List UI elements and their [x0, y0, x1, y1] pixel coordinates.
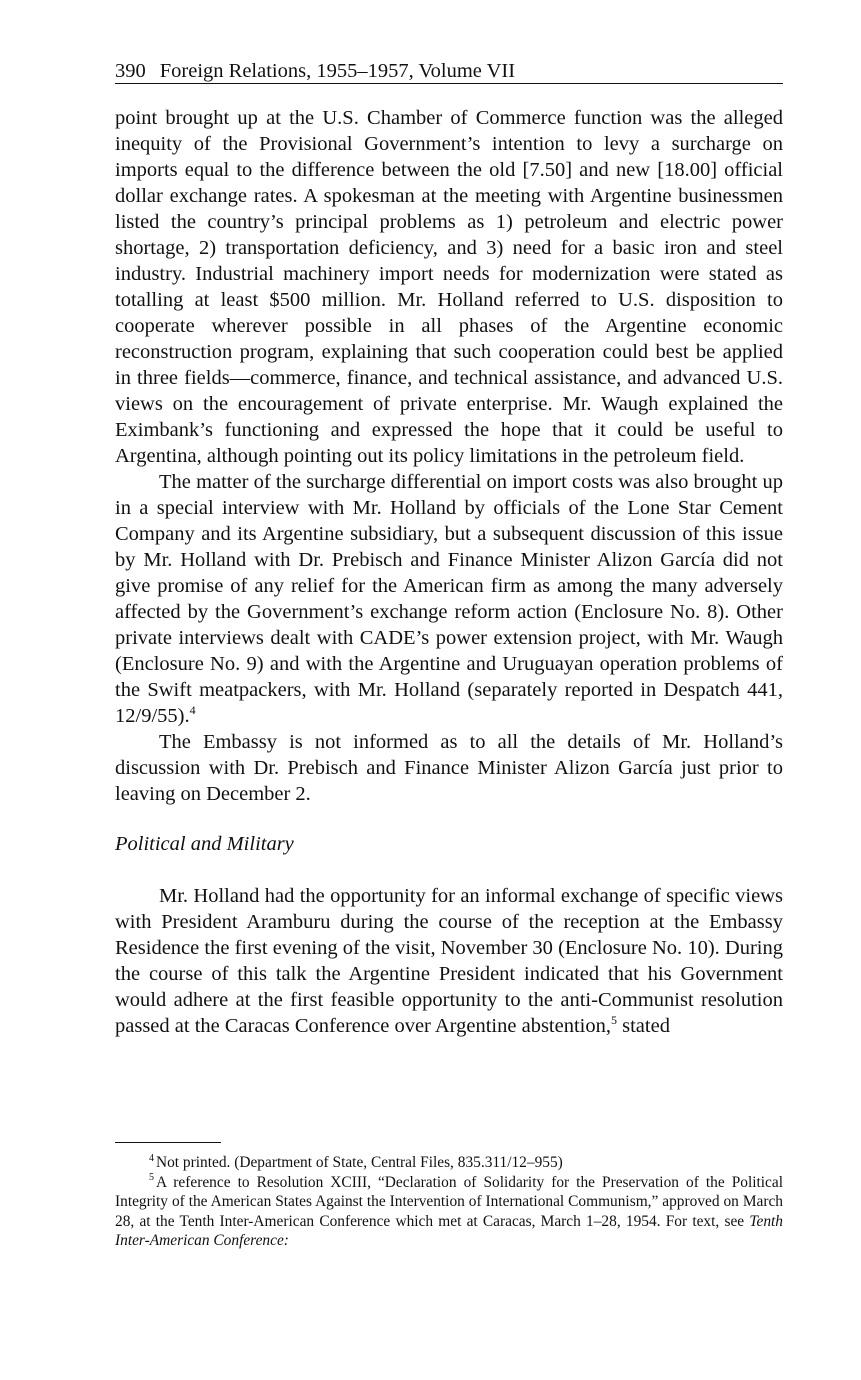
page-number: 390	[115, 60, 146, 82]
footnote-mark: 5	[149, 1172, 154, 1184]
footnote-ref-4[interactable]: 4	[189, 703, 196, 718]
footnotes	[115, 1153, 783, 1251]
header-rule	[115, 83, 783, 84]
running-title: Foreign Relations, 1955–1957, Volume VII	[159, 60, 516, 82]
footnote-ref-5[interactable]: 5	[611, 1013, 617, 1028]
footnote-text: A reference to Resolution XCIII, “Declaration of Solidarity for the Preservation of the Political Integrity of the American States Against the Intervention of International Communism,” approved on March 28, at the Tenth Inter-American Conference which met at Caracas, March 1–28, 1954. For text, see	[115, 1173, 783, 1230]
paragraph-4-tail: stated	[617, 1015, 670, 1037]
footnote-citation-title: Tenth Inter-American Conference:	[115, 1212, 783, 1249]
paragraph-1-text: point brought up at the U.S. Chamber of Commerce function was the alleged inequity of the Provisional Government’s intention to levy a surcharge on imports equal to the difference between the old [7.50] and new [18.00] official dollar exchange rates. A spokesman at the meeting with Argentine businessmen listed the country’s principal problems as 1) petroleum and electric power shortage, 2) transportation deficiency, and 3) need for a basic iron and steel industry. Industrial machinery import needs for modernization were stated as totalling at least $500 million. Mr. Holland referred to U.S. disposition to cooperate wherever possible in all phases of the Argentine economic reconstruction program, explaining that such cooperation could best be applied in three fields—commerce, finance, and technical assistance, and advanced U.S. views on the encouragement of private enterprise. Mr. Waugh explained the Eximbank’s functioning and expressed the hope that it could be useful to Argentina, although pointing out its policy limitations in the petroleum field.	[115, 107, 783, 467]
footnote-rule	[115, 1142, 221, 1143]
paragraph-4	[115, 883, 783, 1039]
footnote-4	[115, 1153, 783, 1173]
paragraph-3-text: The Embassy is not informed as to all the details of Mr. Holland’s discussion with Dr. Prebisch and Finance Minister Alizon García just prior to leaving on December 2.	[115, 731, 783, 805]
paragraph-2-text: The matter of the surcharge differential on import costs was also brought up in a special interview with Mr. Holland by officials of the Lone Star Cement Company and its Argentine subsidiary, but a subsequent discussion of this issue by Mr. Holland with Dr. Prebisch and Finance Minister Alizon García did not give promise of any relief for the American firm as among the many adversely affected by the Government’s exchange reform action (Enclosure No. 8). Other private interviews dealt with CADE’s power extension project, with Mr. Waugh (Enclosure No. 9) and with the Argentine and Uruguayan operation problems of the Swift meatpackers, with Mr. Holland (separately reported in Despatch 441, 12/9/55).	[115, 471, 783, 727]
footnote-mark: 4	[149, 1152, 154, 1164]
section-heading: Political and Military	[115, 833, 294, 855]
body-text	[115, 105, 783, 1039]
footnote-5	[115, 1173, 783, 1251]
paragraph-1	[115, 105, 783, 469]
paragraph-3	[115, 729, 783, 807]
paragraph-4-text: Mr. Holland had the opportunity for an informal exchange of specific views with President Aramburu during the course of the reception at the Embassy Residence the first evening of the visit, November 30 (Enclosure No. 10). During the course of this talk the Argentine President indicated that his Government would adhere at the first feasible opportunity to the anti-Communist resolution passed at the Caracas Conference over Argentine abstention,	[115, 885, 783, 1037]
running-head	[115, 58, 783, 84]
paragraph-2	[115, 469, 783, 729]
footnote-text: Not printed. (Department of State, Central Files, 835.311/12–955)	[156, 1154, 563, 1171]
